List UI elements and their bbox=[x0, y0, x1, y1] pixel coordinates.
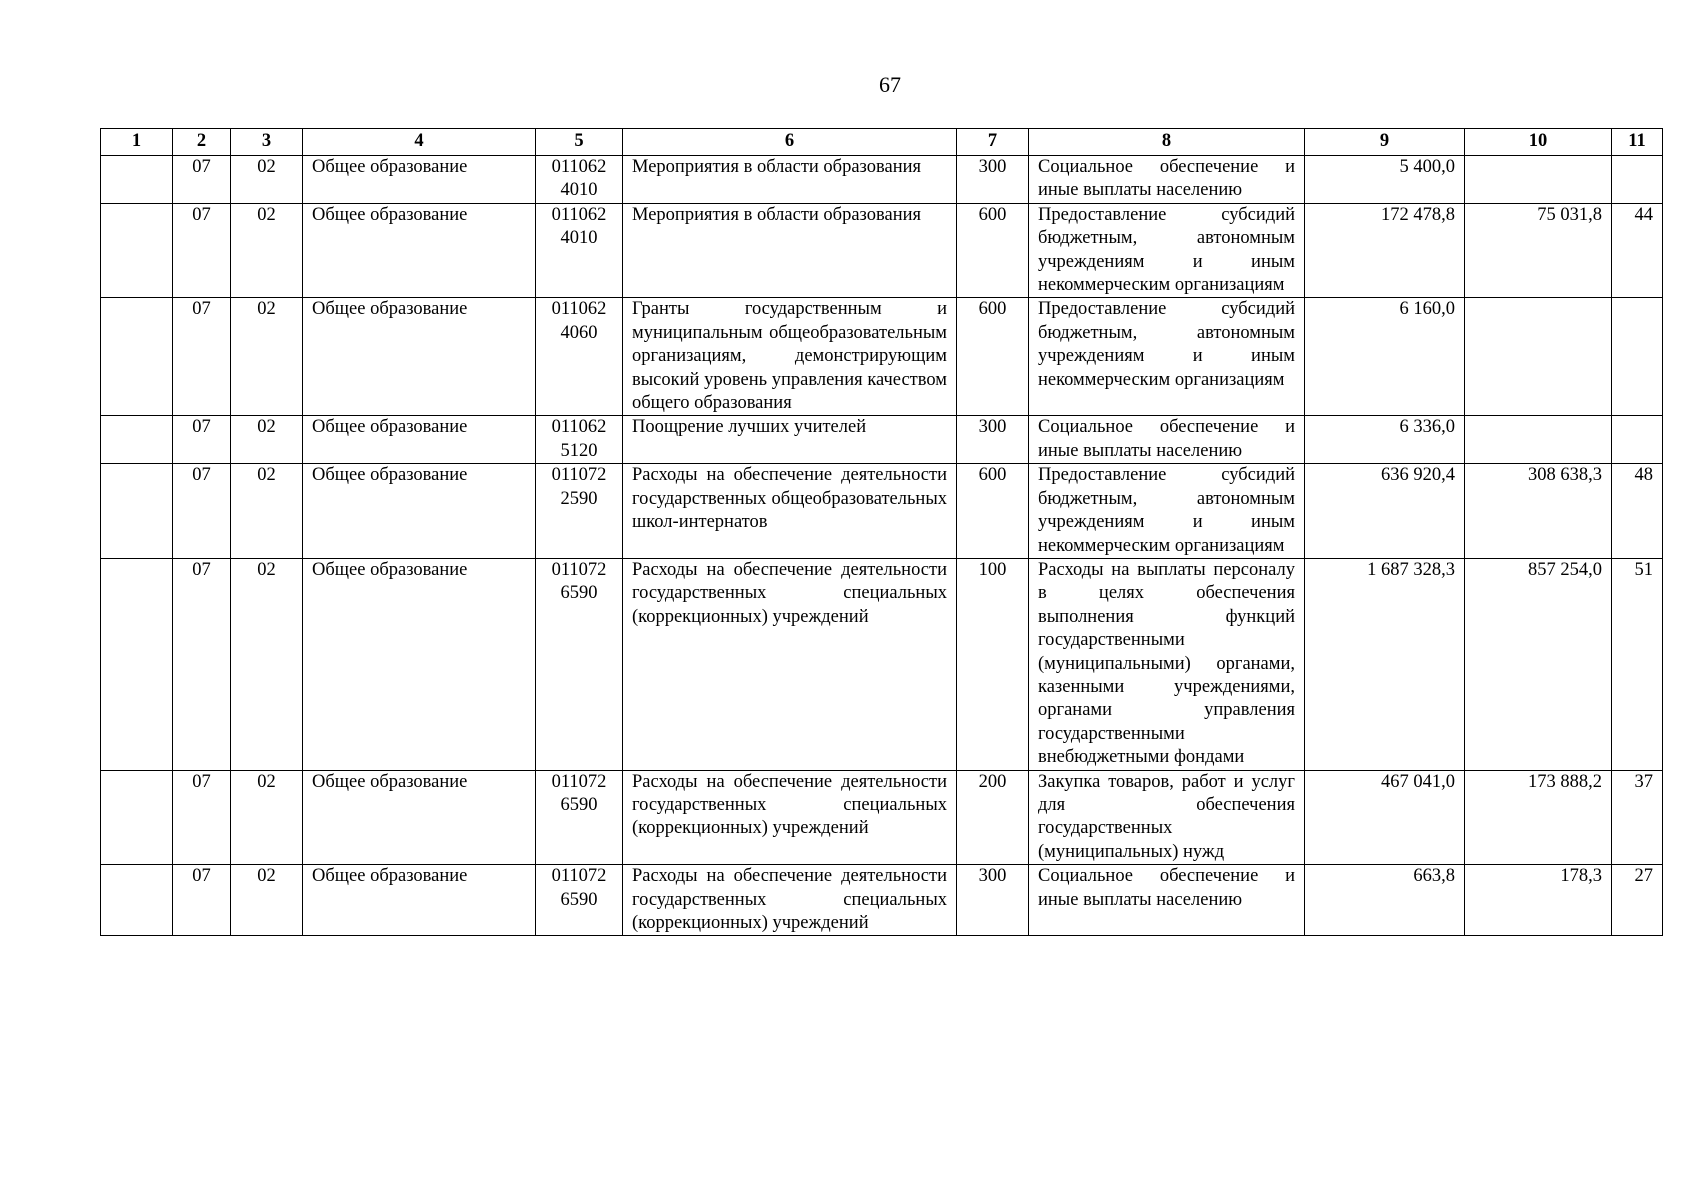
row-number-cell bbox=[101, 865, 173, 936]
target-article-part2: 6590 bbox=[560, 794, 598, 815]
target-article-cell bbox=[536, 416, 623, 464]
expense-type-code-cell: 200 bbox=[957, 770, 1029, 865]
row-number-cell bbox=[101, 770, 173, 865]
section-code-cell: 07 bbox=[173, 865, 231, 936]
article-name-cell: Поощрение лучших учителей bbox=[623, 416, 957, 464]
header-cell: 10 bbox=[1465, 129, 1612, 156]
amount-cell: 1 687 328,3 bbox=[1305, 558, 1465, 770]
header-cell: 4 bbox=[303, 129, 536, 156]
target-article-part1: 011062 bbox=[551, 204, 607, 225]
section-code-cell: 07 bbox=[173, 416, 231, 464]
percent-cell: 51 bbox=[1612, 558, 1663, 770]
expense-type-name-cell: Предоставление субсидий бюджетным, автономным учреждениям и иным некоммерческим организациям bbox=[1029, 464, 1305, 559]
subsection-code-cell: 02 bbox=[231, 298, 303, 416]
header-cell: 11 bbox=[1612, 129, 1663, 156]
target-article-part2: 4060 bbox=[560, 322, 598, 343]
article-name-cell: Мероприятия в области образования bbox=[623, 203, 957, 298]
target-article-part2: 6590 bbox=[560, 583, 598, 604]
target-article-cell bbox=[536, 865, 623, 936]
expense-type-name-cell: Социальное обеспечение и иные выплаты населению bbox=[1029, 156, 1305, 204]
percent-cell: 48 bbox=[1612, 464, 1663, 559]
target-article-part1: 011072 bbox=[551, 465, 607, 486]
subsection-code-cell: 02 bbox=[231, 203, 303, 298]
subsection-code-cell: 02 bbox=[231, 558, 303, 770]
amount-cell: 178,3 bbox=[1465, 865, 1612, 936]
expense-type-code-cell: 600 bbox=[957, 298, 1029, 416]
article-name-cell: Расходы на обеспечение деятельности государственных общеобразовательных школ-интернатов bbox=[623, 464, 957, 559]
row-number-cell bbox=[101, 416, 173, 464]
percent-cell: 27 bbox=[1612, 865, 1663, 936]
subsection-code-cell: 02 bbox=[231, 865, 303, 936]
amount-cell: 173 888,2 bbox=[1465, 770, 1612, 865]
header-cell: 6 bbox=[623, 129, 957, 156]
article-name-cell: Мероприятия в области образования bbox=[623, 156, 957, 204]
section-name-cell: Общее образование bbox=[303, 203, 536, 298]
target-article-part1: 011072 bbox=[551, 771, 607, 792]
table-row bbox=[101, 156, 1663, 204]
target-article-cell bbox=[536, 298, 623, 416]
percent-cell: 44 bbox=[1612, 203, 1663, 298]
amount-cell bbox=[1465, 298, 1612, 416]
section-code-cell: 07 bbox=[173, 203, 231, 298]
expense-type-code-cell: 100 bbox=[957, 558, 1029, 770]
subsection-code-cell: 02 bbox=[231, 156, 303, 204]
target-article-part2: 2590 bbox=[560, 488, 598, 509]
page-number: 67 bbox=[879, 72, 901, 97]
section-name-cell: Общее образование bbox=[303, 298, 536, 416]
amount-cell: 663,8 bbox=[1305, 865, 1465, 936]
target-article-part2: 6590 bbox=[560, 889, 598, 910]
section-name-cell: Общее образование bbox=[303, 156, 536, 204]
budget-table bbox=[100, 128, 1663, 936]
table-row bbox=[101, 770, 1663, 865]
target-article-cell bbox=[536, 156, 623, 204]
amount-cell: 467 041,0 bbox=[1305, 770, 1465, 865]
expense-type-name-cell: Социальное обеспечение и иные выплаты населению bbox=[1029, 865, 1305, 936]
amount-cell bbox=[1465, 156, 1612, 204]
amount-cell: 6 336,0 bbox=[1305, 416, 1465, 464]
expense-type-code-cell: 300 bbox=[957, 156, 1029, 204]
section-code-cell: 07 bbox=[173, 298, 231, 416]
amount-cell bbox=[1465, 416, 1612, 464]
target-article-part1: 011062 bbox=[551, 157, 607, 177]
amount-cell: 636 920,4 bbox=[1305, 464, 1465, 559]
table-row bbox=[101, 416, 1663, 464]
target-article-part2: 5120 bbox=[560, 440, 598, 461]
table-row bbox=[101, 558, 1663, 770]
percent-cell bbox=[1612, 416, 1663, 464]
amount-cell: 308 638,3 bbox=[1465, 464, 1612, 559]
section-code-cell: 07 bbox=[173, 558, 231, 770]
article-name-cell: Расходы на обеспечение деятельности государственных специальных (коррекционных) учреждений bbox=[623, 558, 957, 770]
subsection-code-cell: 02 bbox=[231, 770, 303, 865]
expense-type-code-cell: 600 bbox=[957, 464, 1029, 559]
header-cell: 7 bbox=[957, 129, 1029, 156]
row-number-cell bbox=[101, 156, 173, 204]
expense-type-code-cell: 300 bbox=[957, 416, 1029, 464]
section-code-cell: 07 bbox=[173, 156, 231, 204]
table-row bbox=[101, 865, 1663, 936]
percent-cell bbox=[1612, 156, 1663, 204]
header-row bbox=[101, 129, 1663, 156]
expense-type-code-cell: 300 bbox=[957, 865, 1029, 936]
expense-type-name-cell: Предоставление субсидий бюджетным, автономным учреждениям и иным некоммерческим организациям bbox=[1029, 203, 1305, 298]
section-code-cell: 07 bbox=[173, 464, 231, 559]
section-name-cell: Общее образование bbox=[303, 558, 536, 770]
percent-cell bbox=[1612, 298, 1663, 416]
target-article-part2: 4010 bbox=[560, 180, 598, 201]
section-name-cell: Общее образование bbox=[303, 416, 536, 464]
row-number-cell bbox=[101, 558, 173, 770]
table-row bbox=[101, 298, 1663, 416]
section-code-cell: 07 bbox=[173, 770, 231, 865]
expense-type-name-cell: Расходы на выплаты персоналу в целях обеспечения выполнения функций государственными (муниципальными) органами, казенными учреждениями, органами управления государственными внебюджетными фондами bbox=[1029, 558, 1305, 770]
header-cell: 5 bbox=[536, 129, 623, 156]
target-article-part1: 011072 bbox=[551, 866, 607, 887]
target-article-cell bbox=[536, 558, 623, 770]
table-row bbox=[101, 464, 1663, 559]
amount-cell: 172 478,8 bbox=[1305, 203, 1465, 298]
article-name-cell: Гранты государственным и муниципальным общеобразовательным организациям, демонстрирующим высокий уровень управления качеством общего образования bbox=[623, 298, 957, 416]
section-name-cell: Общее образование bbox=[303, 865, 536, 936]
percent-cell: 37 bbox=[1612, 770, 1663, 865]
subsection-code-cell: 02 bbox=[231, 416, 303, 464]
amount-cell: 75 031,8 bbox=[1465, 203, 1612, 298]
subsection-code-cell: 02 bbox=[231, 464, 303, 559]
expense-type-name-cell: Закупка товаров, работ и услуг для обеспечения государственных (муниципальных) нужд bbox=[1029, 770, 1305, 865]
section-name-cell: Общее образование bbox=[303, 464, 536, 559]
article-name-cell: Расходы на обеспечение деятельности государственных специальных (коррекционных) учреждений bbox=[623, 865, 957, 936]
target-article-part2: 4010 bbox=[560, 228, 598, 249]
header-cell: 8 bbox=[1029, 129, 1305, 156]
header-cell: 3 bbox=[231, 129, 303, 156]
section-name-cell: Общее образование bbox=[303, 770, 536, 865]
expense-type-name-cell: Социальное обеспечение и иные выплаты населению bbox=[1029, 416, 1305, 464]
expense-type-code-cell: 600 bbox=[957, 203, 1029, 298]
row-number-cell bbox=[101, 464, 173, 559]
target-article-cell bbox=[536, 770, 623, 865]
amount-cell: 5 400,0 bbox=[1305, 156, 1465, 204]
target-article-part1: 011072 bbox=[551, 559, 607, 580]
amount-cell: 857 254,0 bbox=[1465, 558, 1612, 770]
target-article-part1: 011062 bbox=[551, 299, 607, 320]
header-cell: 2 bbox=[173, 129, 231, 156]
row-number-cell bbox=[101, 298, 173, 416]
article-name-cell: Расходы на обеспечение деятельности государственных специальных (коррекционных) учреждений bbox=[623, 770, 957, 865]
target-article-part1: 011062 bbox=[551, 417, 607, 438]
target-article-cell bbox=[536, 464, 623, 559]
expense-type-name-cell: Предоставление субсидий бюджетным, автономным учреждениям и иным некоммерческим организациям bbox=[1029, 298, 1305, 416]
table-row bbox=[101, 203, 1663, 298]
header-cell: 9 bbox=[1305, 129, 1465, 156]
header-cell: 1 bbox=[101, 129, 173, 156]
amount-cell: 6 160,0 bbox=[1305, 298, 1465, 416]
row-number-cell bbox=[101, 203, 173, 298]
target-article-cell bbox=[536, 203, 623, 298]
